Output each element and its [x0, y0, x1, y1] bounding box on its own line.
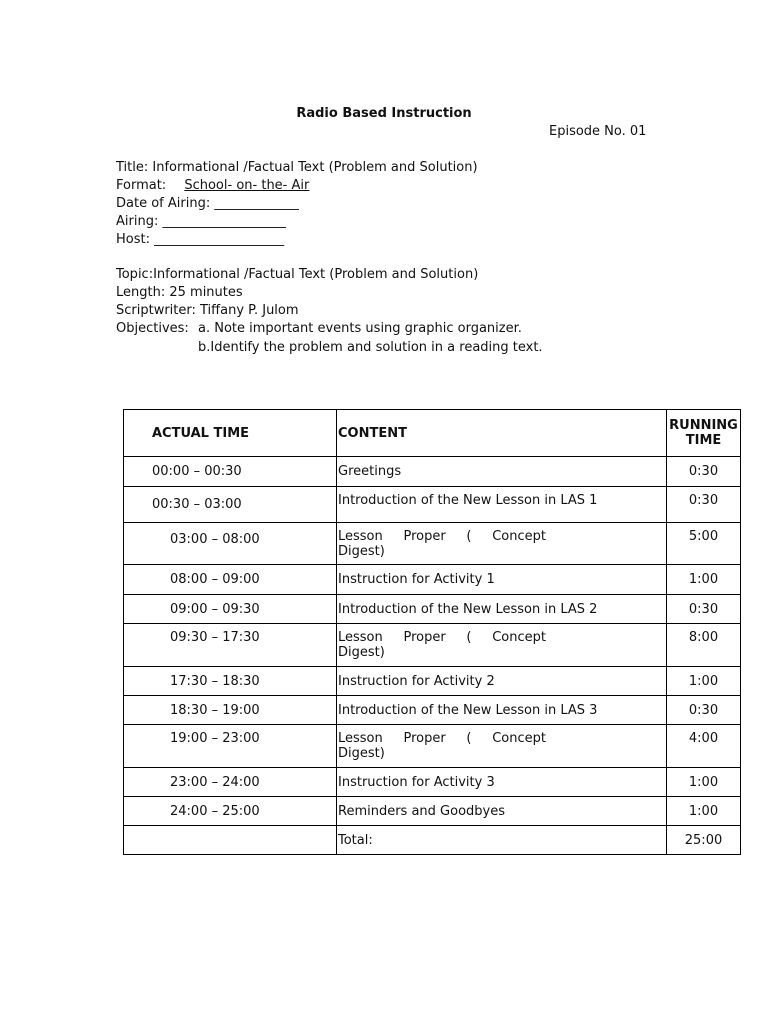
- table-row: [124, 595, 741, 624]
- row-running: 0:30: [667, 487, 741, 523]
- table-header-row: [124, 410, 741, 457]
- table-row: [124, 565, 741, 595]
- row-content: [337, 624, 667, 667]
- row-time: 17:30 – 18:30: [124, 667, 337, 696]
- row-content: Instruction for Activity 2: [337, 667, 667, 696]
- header-running-time: [667, 410, 741, 457]
- objective-b: b.Identify the problem and solution in a reading text.: [198, 340, 543, 355]
- row-running: 1:00: [667, 768, 741, 797]
- table-row: [124, 768, 741, 797]
- scriptwriter-field: Scriptwriter: Tiffany P. Julom: [116, 303, 299, 318]
- schedule-table: [123, 409, 741, 855]
- row-time: 00:00 – 00:30: [124, 457, 337, 487]
- title-field: Title: Informational /Factual Text (Problem and Solution): [116, 160, 478, 175]
- table-row: [124, 457, 741, 487]
- header-content: CONTENT: [337, 410, 667, 457]
- table-total-row: [124, 826, 741, 855]
- row-running: 1:00: [667, 565, 741, 595]
- row-content: [337, 725, 667, 768]
- row-running: 8:00: [667, 624, 741, 667]
- header-actual-time: ACTUAL TIME: [124, 410, 337, 457]
- row-time: 03:00 – 08:00: [124, 523, 337, 565]
- objective-a: a. Note important events using graphic organizer.: [198, 321, 522, 336]
- host-field: Host: ____________________: [116, 232, 285, 247]
- date-of-airing-field: Date of Airing: _____________: [116, 196, 299, 211]
- row-time: 08:00 – 09:00: [124, 565, 337, 595]
- row-content-line1: Lesson Proper ( Concept: [338, 630, 546, 645]
- row-time: 09:30 – 17:30: [124, 624, 337, 667]
- episode-number: Episode No. 01: [549, 124, 647, 139]
- row-content: [337, 523, 667, 565]
- row-time: 19:00 – 23:00: [124, 725, 337, 768]
- row-content: Greetings: [337, 457, 667, 487]
- row-running: 0:30: [667, 595, 741, 624]
- header-running-line1: RUNNING: [669, 418, 738, 433]
- table-row: [124, 696, 741, 725]
- row-time: 18:30 – 19:00: [124, 696, 337, 725]
- document-title: Radio Based Instruction: [296, 106, 472, 121]
- row-time: 24:00 – 25:00: [124, 797, 337, 826]
- row-content-line1: Lesson Proper ( Concept: [338, 529, 546, 544]
- format-label: Format:: [116, 178, 167, 193]
- row-running: 1:00: [667, 667, 741, 696]
- row-content-line2: Digest): [338, 544, 385, 559]
- row-content: Introduction of the New Lesson in LAS 1: [337, 487, 667, 523]
- table-row: [124, 487, 741, 523]
- row-content: Reminders and Goodbyes: [337, 797, 667, 826]
- row-content: Introduction of the New Lesson in LAS 3: [337, 696, 667, 725]
- row-content-line1: Lesson Proper ( Concept: [338, 731, 546, 746]
- row-running: 0:30: [667, 696, 741, 725]
- length-field: Length: 25 minutes: [116, 285, 243, 300]
- row-time: 23:00 – 24:00: [124, 768, 337, 797]
- row-content: Instruction for Activity 1: [337, 565, 667, 595]
- table-row: [124, 523, 741, 565]
- row-running: 5:00: [667, 523, 741, 565]
- total-empty-cell: [124, 826, 337, 855]
- table-row: [124, 667, 741, 696]
- total-value: 25:00: [667, 826, 741, 855]
- header-running-line2: TIME: [685, 433, 722, 448]
- topic-field: Topic:Informational /Factual Text (Problem and Solution): [116, 267, 479, 282]
- row-content-line2: Digest): [338, 746, 385, 761]
- row-time: 00:30 – 03:00: [124, 487, 337, 523]
- total-label: Total:: [337, 826, 667, 855]
- table-row: [124, 725, 741, 768]
- table-row: [124, 797, 741, 826]
- format-value: School- on- the- Air: [184, 178, 310, 193]
- row-running: 1:00: [667, 797, 741, 826]
- row-running: 4:00: [667, 725, 741, 768]
- row-time: 09:00 – 09:30: [124, 595, 337, 624]
- row-content: Introduction of the New Lesson in LAS 2: [337, 595, 667, 624]
- row-running: 0:30: [667, 457, 741, 487]
- airing-field: Airing: ___________________: [116, 214, 286, 229]
- row-content-line2: Digest): [338, 645, 385, 660]
- objectives-label: Objectives:: [116, 321, 189, 336]
- format-field: [116, 178, 309, 193]
- row-content: Instruction for Activity 3: [337, 768, 667, 797]
- table-row: [124, 624, 741, 667]
